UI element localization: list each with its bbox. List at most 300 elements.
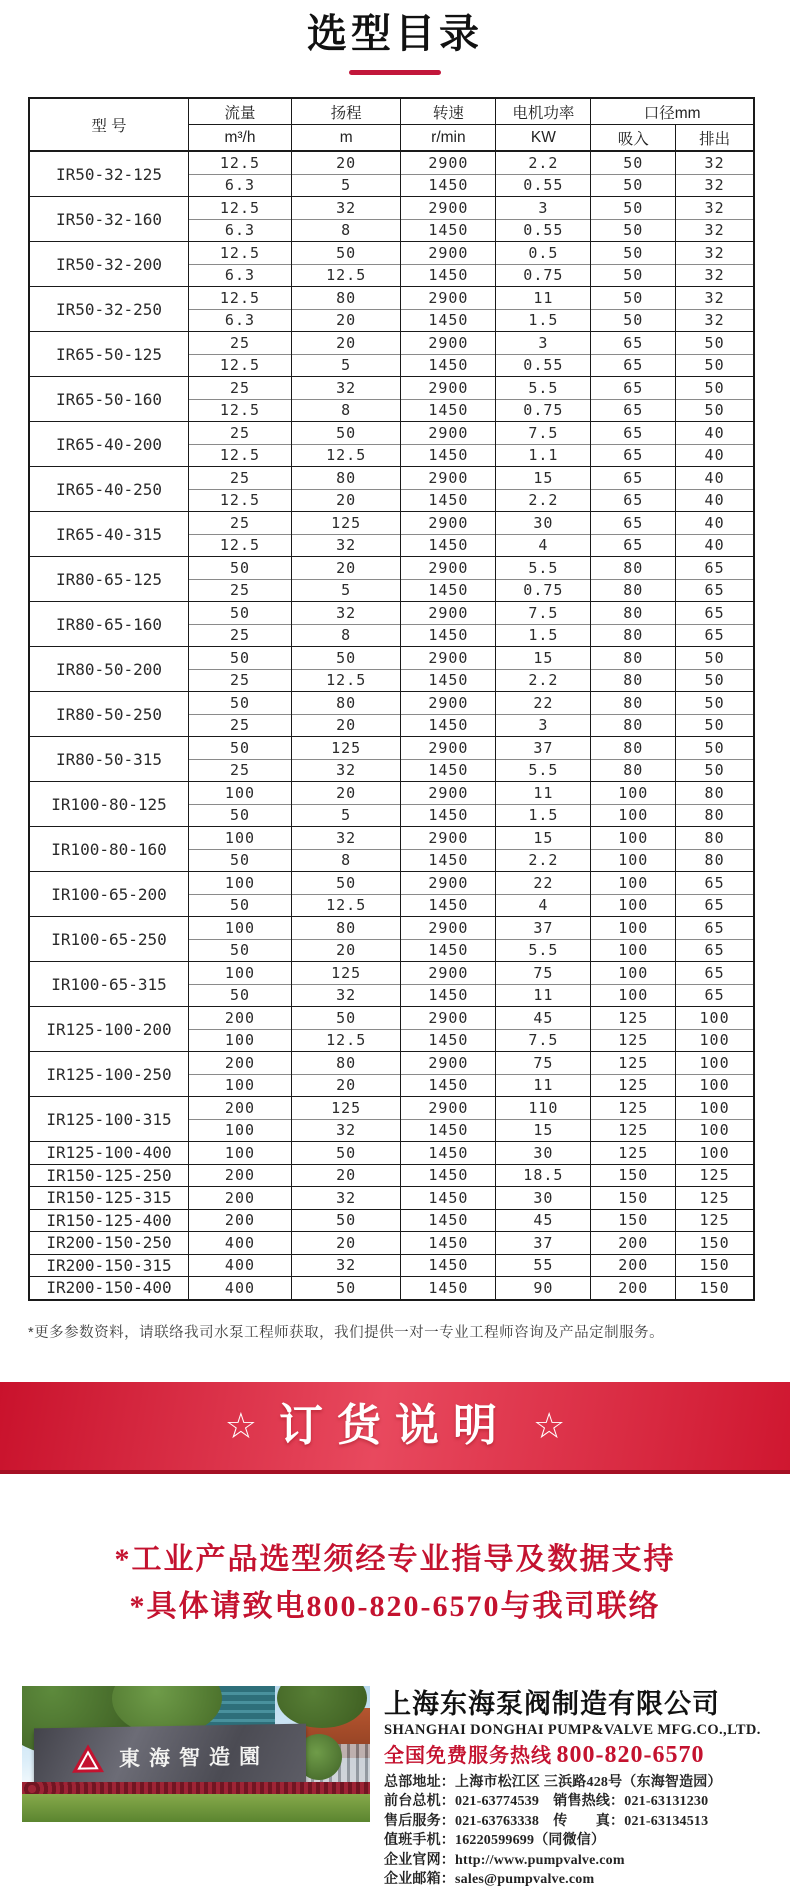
model-cell: IR50-32-250: [29, 287, 189, 332]
spec-cell: 100: [591, 939, 676, 962]
spec-cell: 25: [189, 669, 292, 692]
spec-cell: 125: [291, 1097, 400, 1120]
spec-cell: 65: [676, 962, 754, 985]
spec-cell: 80: [291, 692, 400, 715]
spec-cell: 50: [676, 669, 754, 692]
spec-cell: 45: [496, 1209, 591, 1232]
spec-cell: 32: [676, 264, 754, 287]
spec-cell: 1450: [401, 1164, 496, 1187]
table-row: [29, 557, 754, 580]
spec-cell: 12.5: [291, 1029, 400, 1052]
order-banner: [0, 1382, 790, 1474]
model-cell: IR100-65-250: [29, 917, 189, 962]
model-cell: IR65-40-315: [29, 512, 189, 557]
spec-cell: 200: [591, 1254, 676, 1277]
spec-cell: 25: [189, 377, 292, 400]
spec-cell: 8: [291, 849, 400, 872]
company-name-cn: 上海东海泵阀制造有限公司: [384, 1688, 720, 1719]
table-row: [29, 1007, 754, 1030]
table-row: [29, 692, 754, 715]
spec-cell: 25: [189, 714, 292, 737]
spec-cell: 12.5: [189, 354, 292, 377]
spec-cell: 1450: [401, 1254, 496, 1277]
spec-cell: 50: [591, 197, 676, 220]
spec-table-container: [28, 97, 762, 1301]
table-row: [29, 332, 754, 355]
table-row: [29, 287, 754, 310]
spec-cell: 100: [676, 1052, 754, 1075]
spec-cell: 1450: [401, 714, 496, 737]
spec-cell: 200: [189, 1209, 292, 1232]
title-underline-decoration: [349, 70, 441, 75]
spec-cell: 6.3: [189, 264, 292, 287]
table-row: [29, 377, 754, 400]
spec-cell: 2.2: [496, 669, 591, 692]
company-name-en: SHANGHAI DONGHAI PUMP&VALVE MFG.CO.,LTD.: [384, 1721, 761, 1738]
header-flow-unit: m³/h: [189, 125, 292, 152]
spec-cell: 5.5: [496, 759, 591, 782]
spec-cell: 50: [676, 377, 754, 400]
spec-cell: 100: [189, 917, 292, 940]
spec-cell: 80: [591, 557, 676, 580]
company-detail-row: 企业官网：http://www.pumpvalve.com: [384, 1852, 625, 1868]
spec-cell: 50: [591, 151, 676, 174]
model-cell: IR100-65-315: [29, 962, 189, 1007]
model-cell: IR150-125-250: [29, 1164, 189, 1187]
spec-cell: 2900: [401, 962, 496, 985]
company-detail-row: 售后服务：021-63763338 传 真：021-63134513: [384, 1813, 709, 1829]
spec-cell: 32: [291, 1119, 400, 1142]
spec-cell: 1450: [401, 1209, 496, 1232]
star-left-icon: ☆: [224, 1404, 257, 1446]
spec-cell: 20: [291, 557, 400, 580]
spec-cell: 50: [291, 242, 400, 265]
spec-cell: 20: [291, 1164, 400, 1187]
sign-text: 東海智造園: [119, 1744, 269, 1771]
spec-cell: 50: [591, 174, 676, 197]
spec-cell: 50: [189, 849, 292, 872]
spec-cell: 18.5: [496, 1164, 591, 1187]
spec-cell: 1450: [401, 489, 496, 512]
spec-cell: 65: [591, 422, 676, 445]
banner-title: 订货说明: [279, 1400, 511, 1450]
spec-cell: 20: [291, 489, 400, 512]
spec-cell: 12.5: [189, 534, 292, 557]
table-row: [29, 242, 754, 265]
table-row: [29, 1142, 754, 1165]
spec-cell: 150: [676, 1232, 754, 1255]
spec-cell: 3: [496, 714, 591, 737]
header-power: 电机功率: [496, 98, 591, 125]
spec-cell: 200: [591, 1277, 676, 1300]
spec-cell: 65: [591, 332, 676, 355]
spec-cell: 32: [291, 1254, 400, 1277]
table-row: [29, 737, 754, 760]
spec-cell: 80: [676, 782, 754, 805]
spec-cell: 65: [676, 917, 754, 940]
spec-cell: 50: [676, 354, 754, 377]
spec-cell: 2.2: [496, 489, 591, 512]
model-cell: IR150-125-400: [29, 1209, 189, 1232]
spec-cell: 2900: [401, 287, 496, 310]
table-row: [29, 1209, 754, 1232]
spec-cell: 32: [291, 197, 400, 220]
spec-cell: 2900: [401, 422, 496, 445]
spec-cell: 50: [676, 332, 754, 355]
spec-cell: 100: [189, 827, 292, 850]
spec-cell: 50: [189, 737, 292, 760]
spec-cell: 1450: [401, 1142, 496, 1165]
spec-cell: 1450: [401, 534, 496, 557]
spec-cell: 65: [676, 602, 754, 625]
company-info: [384, 1686, 768, 1890]
spec-cell: 0.75: [496, 264, 591, 287]
model-cell: IR100-80-125: [29, 782, 189, 827]
table-row: [29, 151, 754, 174]
spec-cell: 150: [676, 1254, 754, 1277]
table-row: [29, 782, 754, 805]
model-cell: IR80-50-250: [29, 692, 189, 737]
spec-cell: 100: [189, 872, 292, 895]
spec-cell: 11: [496, 984, 591, 1007]
spec-cell: 0.55: [496, 219, 591, 242]
footnote: *更多参数资料，请联络我司水泵工程师获取，我们提供一对一专业工程师咨询及产品定制服务。: [28, 1324, 665, 1341]
spec-cell: 45: [496, 1007, 591, 1030]
spec-cell: 3: [496, 332, 591, 355]
spec-cell: 65: [591, 489, 676, 512]
header-flow: 流量: [189, 98, 292, 125]
model-cell: IR50-32-125: [29, 151, 189, 197]
spec-cell: 100: [591, 782, 676, 805]
spec-cell: 32: [291, 534, 400, 557]
spec-cell: 1450: [401, 1029, 496, 1052]
spec-cell: 2900: [401, 827, 496, 850]
entrance-sign: [34, 1723, 306, 1790]
spec-cell: 50: [291, 872, 400, 895]
spec-cell: 12.5: [189, 399, 292, 422]
spec-cell: 100: [676, 1119, 754, 1142]
spec-cell: 100: [676, 1097, 754, 1120]
spec-cell: 2900: [401, 557, 496, 580]
company-details: [384, 1773, 768, 1890]
model-cell: IR65-40-200: [29, 422, 189, 467]
company-detail-row: 企业邮箱：sales@pumpvalve.com: [384, 1872, 595, 1887]
spec-cell: 65: [591, 377, 676, 400]
table-row: [29, 1187, 754, 1210]
spec-cell: 50: [591, 309, 676, 332]
spec-cell: 50: [189, 692, 292, 715]
spec-cell: 6.3: [189, 174, 292, 197]
spec-cell: 0.5: [496, 242, 591, 265]
header-speed-unit: r/min: [401, 125, 496, 152]
spec-cell: 1450: [401, 849, 496, 872]
spec-cell: 1.1: [496, 444, 591, 467]
table-row: [29, 1164, 754, 1187]
spec-cell: 32: [676, 219, 754, 242]
model-cell: IR65-40-250: [29, 467, 189, 512]
model-cell: IR80-50-200: [29, 647, 189, 692]
spec-cell: 2900: [401, 917, 496, 940]
spec-cell: 11: [496, 782, 591, 805]
header-head: 扬程: [291, 98, 400, 125]
spec-table: [28, 97, 755, 1301]
spec-cell: 80: [676, 804, 754, 827]
table-row: [29, 917, 754, 940]
spec-cell: 12.5: [291, 444, 400, 467]
spec-cell: 50: [591, 242, 676, 265]
spec-cell: 50: [291, 1142, 400, 1165]
spec-cell: 1450: [401, 669, 496, 692]
spec-cell: 80: [291, 287, 400, 310]
spec-cell: 125: [291, 737, 400, 760]
spec-cell: 65: [676, 557, 754, 580]
spec-cell: 100: [189, 782, 292, 805]
spec-cell: 6.3: [189, 219, 292, 242]
spec-cell: 1450: [401, 444, 496, 467]
spec-cell: 200: [189, 1187, 292, 1210]
donghai-logo-icon: [71, 1743, 105, 1774]
spec-cell: 80: [591, 759, 676, 782]
spec-cell: 2900: [401, 872, 496, 895]
spec-cell: 1450: [401, 1277, 496, 1300]
spec-cell: 100: [676, 1007, 754, 1030]
spec-cell: 200: [189, 1164, 292, 1187]
spec-cell: 100: [591, 849, 676, 872]
model-cell: IR200-150-400: [29, 1277, 189, 1300]
spec-cell: 8: [291, 399, 400, 422]
model-cell: IR200-150-315: [29, 1254, 189, 1277]
spec-cell: 40: [676, 444, 754, 467]
spec-cell: 12.5: [189, 151, 292, 174]
grass-decoration: [22, 1794, 370, 1822]
spec-cell: 2900: [401, 332, 496, 355]
spec-cell: 1450: [401, 309, 496, 332]
spec-cell: 20: [291, 332, 400, 355]
spec-cell: 12.5: [189, 287, 292, 310]
spec-cell: 15: [496, 1119, 591, 1142]
spec-cell: 1450: [401, 219, 496, 242]
model-cell: IR65-50-160: [29, 377, 189, 422]
spec-cell: 32: [291, 827, 400, 850]
spec-cell: 125: [591, 1119, 676, 1142]
spec-cell: 50: [189, 557, 292, 580]
model-cell: IR150-125-315: [29, 1187, 189, 1210]
spec-cell: 37: [496, 737, 591, 760]
spec-cell: 32: [291, 1187, 400, 1210]
spec-cell: 50: [189, 984, 292, 1007]
spec-cell: 100: [591, 984, 676, 1007]
spec-cell: 1450: [401, 804, 496, 827]
table-row: [29, 602, 754, 625]
spec-cell: 25: [189, 422, 292, 445]
spec-cell: 8: [291, 219, 400, 242]
company-detail-row: 前台总机：021-63774539 销售热线：021-63131230: [384, 1794, 709, 1809]
spec-cell: 5: [291, 579, 400, 602]
spec-cell: 50: [591, 287, 676, 310]
spec-cell: 2900: [401, 242, 496, 265]
spec-cell: 50: [291, 422, 400, 445]
spec-cell: 65: [676, 579, 754, 602]
spec-cell: 75: [496, 962, 591, 985]
spec-cell: 32: [676, 309, 754, 332]
spec-cell: 50: [291, 1277, 400, 1300]
spec-cell: 2900: [401, 1097, 496, 1120]
spec-cell: 100: [591, 894, 676, 917]
spec-cell: 100: [591, 962, 676, 985]
spec-cell: 5.5: [496, 939, 591, 962]
spec-cell: 40: [676, 512, 754, 535]
spec-cell: 65: [591, 534, 676, 557]
spec-cell: 125: [676, 1164, 754, 1187]
spec-cell: 80: [676, 827, 754, 850]
spec-cell: 80: [291, 467, 400, 490]
spec-cell: 1450: [401, 894, 496, 917]
spec-cell: 12.5: [189, 444, 292, 467]
spec-cell: 25: [189, 624, 292, 647]
spec-cell: 55: [496, 1254, 591, 1277]
spec-cell: 5: [291, 354, 400, 377]
spec-cell: 125: [291, 962, 400, 985]
spec-cell: 32: [676, 151, 754, 174]
spec-cell: 2.2: [496, 151, 591, 174]
spec-cell: 400: [189, 1232, 292, 1255]
spec-cell: 80: [676, 849, 754, 872]
spec-cell: 2900: [401, 737, 496, 760]
spec-cell: 125: [591, 1097, 676, 1120]
spec-cell: 50: [676, 647, 754, 670]
spec-cell: 22: [496, 692, 591, 715]
hotline-label: 全国免费服务热线: [384, 1744, 552, 1767]
spec-cell: 8: [291, 624, 400, 647]
spec-cell: 2900: [401, 151, 496, 174]
spec-cell: 100: [676, 1142, 754, 1165]
spec-cell: 50: [591, 219, 676, 242]
spec-cell: 100: [676, 1074, 754, 1097]
spec-cell: 20: [291, 782, 400, 805]
spec-cell: 32: [676, 174, 754, 197]
spec-cell: 1450: [401, 354, 496, 377]
spec-cell: 75: [496, 1052, 591, 1075]
model-cell: IR50-32-200: [29, 242, 189, 287]
table-row: [29, 1052, 754, 1075]
spec-cell: 50: [189, 894, 292, 917]
hotline: [384, 1742, 768, 1771]
spec-cell: 110: [496, 1097, 591, 1120]
spec-cell: 150: [676, 1277, 754, 1300]
spec-cell: 3: [496, 197, 591, 220]
spec-cell: 7.5: [496, 1029, 591, 1052]
spec-cell: 40: [676, 422, 754, 445]
spec-cell: 125: [591, 1007, 676, 1030]
spec-cell: 200: [189, 1097, 292, 1120]
spec-cell: 65: [591, 512, 676, 535]
spec-cell: 50: [291, 1007, 400, 1030]
spec-cell: 80: [591, 737, 676, 760]
spec-cell: 2900: [401, 467, 496, 490]
model-cell: IR100-65-200: [29, 872, 189, 917]
star-right-icon: ☆: [533, 1404, 566, 1446]
spec-cell: 1450: [401, 1232, 496, 1255]
spec-cell: 65: [676, 624, 754, 647]
spec-cell: 1450: [401, 579, 496, 602]
spec-cell: 2900: [401, 377, 496, 400]
spec-cell: 50: [189, 939, 292, 962]
spec-cell: 50: [676, 737, 754, 760]
model-cell: IR125-100-400: [29, 1142, 189, 1165]
spec-cell: 20: [291, 151, 400, 174]
model-cell: IR65-50-125: [29, 332, 189, 377]
table-row: [29, 962, 754, 985]
spec-cell: 22: [496, 872, 591, 895]
spec-cell: 20: [291, 714, 400, 737]
spec-cell: 50: [676, 399, 754, 422]
spec-cell: 1450: [401, 939, 496, 962]
spec-cell: 100: [676, 1029, 754, 1052]
spec-cell: 1450: [401, 1119, 496, 1142]
spec-cell: 12.5: [189, 489, 292, 512]
hotline-number: 800-820-6570: [556, 1741, 705, 1768]
spec-cell: 65: [591, 399, 676, 422]
spec-cell: 32: [291, 377, 400, 400]
spec-cell: 65: [676, 984, 754, 1007]
header-power-unit: KW: [496, 125, 591, 152]
spec-cell: 37: [496, 917, 591, 940]
table-row: [29, 1232, 754, 1255]
spec-cell: 100: [591, 827, 676, 850]
spec-cell: 40: [676, 489, 754, 512]
spec-cell: 25: [189, 512, 292, 535]
spec-cell: 1450: [401, 624, 496, 647]
model-cell: IR125-100-315: [29, 1097, 189, 1142]
table-row: [29, 422, 754, 445]
spec-cell: 50: [676, 692, 754, 715]
spec-cell: 2900: [401, 1052, 496, 1075]
spec-cell: 150: [591, 1187, 676, 1210]
spec-cell: 30: [496, 512, 591, 535]
spec-cell: 50: [189, 602, 292, 625]
spec-cell: 400: [189, 1254, 292, 1277]
spec-cell: 125: [591, 1142, 676, 1165]
spec-cell: 2900: [401, 647, 496, 670]
spec-cell: 12.5: [189, 197, 292, 220]
spec-cell: 65: [591, 467, 676, 490]
spec-cell: 0.75: [496, 579, 591, 602]
spec-cell: 50: [189, 647, 292, 670]
spec-cell: 80: [591, 579, 676, 602]
spec-cell: 5: [291, 804, 400, 827]
spec-cell: 100: [189, 1119, 292, 1142]
table-row: [29, 467, 754, 490]
spec-cell: 32: [291, 984, 400, 1007]
spec-cell: 2.2: [496, 849, 591, 872]
spec-cell: 32: [676, 287, 754, 310]
model-cell: IR200-150-250: [29, 1232, 189, 1255]
spec-cell: 25: [189, 759, 292, 782]
spec-cell: 50: [676, 759, 754, 782]
spec-cell: 200: [189, 1007, 292, 1030]
spec-cell: 1.5: [496, 309, 591, 332]
spec-cell: 125: [676, 1187, 754, 1210]
spec-cell: 65: [591, 354, 676, 377]
spec-cell: 2900: [401, 512, 496, 535]
spec-cell: 11: [496, 1074, 591, 1097]
spec-cell: 125: [676, 1209, 754, 1232]
spec-table-body: [29, 151, 754, 1300]
spec-cell: 1450: [401, 1187, 496, 1210]
model-cell: IR100-80-160: [29, 827, 189, 872]
spec-cell: 150: [591, 1209, 676, 1232]
spec-cell: 50: [291, 647, 400, 670]
